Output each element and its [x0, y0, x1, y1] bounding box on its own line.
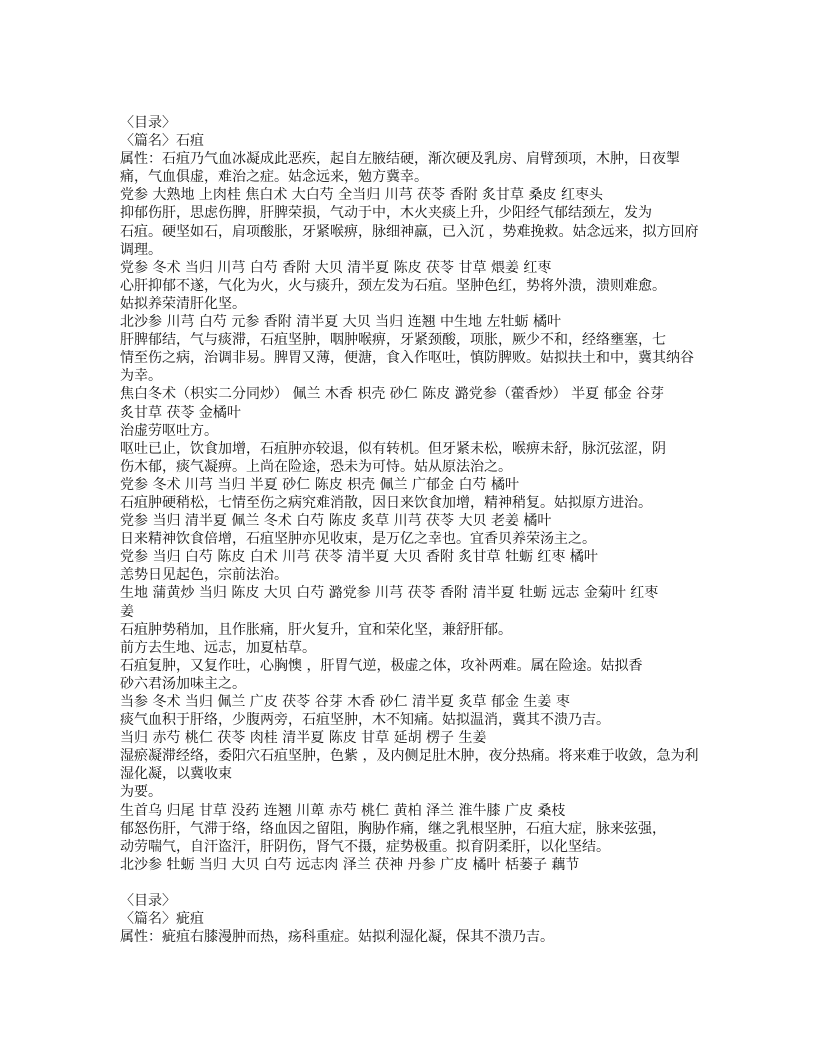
- text-line: 北沙参 牡蛎 当归 大贝 白芍 远志肉 泽兰 茯神 丹参 广皮 橘叶 栝蒌子 藕节: [120, 856, 580, 873]
- text-line: 党参 当归 清半夏 佩兰 冬术 白芍 陈皮 炙草 川芎 茯苓 大贝 老姜 橘叶: [120, 513, 552, 530]
- toc-marker: 〈目录〉: [120, 893, 176, 910]
- text-line: 石疽肿势稍加，且作胀痛，肝火复升，宜和荣化坚，兼舒肝郁。: [120, 621, 512, 638]
- text-line: 痛，气血俱虚，难治之症。姑念远来，勉方冀幸。: [120, 169, 428, 186]
- chapter-title: 〈篇名〉疵疽: [120, 911, 204, 928]
- text-line: 焦白冬术（枳实二分同炒） 佩兰 木香 枳壳 砂仁 陈皮 潞党参（藿香炒） 半夏 郁金 谷芽: [120, 386, 665, 403]
- text-line: 石疽。硬坚如石，肩项酸胀，牙紧喉痹，脉细神羸，已入沉 ，势难挽救。姑念远来，拟方回府: [120, 223, 699, 240]
- text-line: 湿瘀凝滞经络，委阳穴石疽坚肿，色紫 ，及内侧足肚木肿，夜分热痛。将来难于收敛，急为利: [120, 748, 699, 765]
- blank-line: [120, 874, 720, 892]
- text-line: 砂六君汤加味主之。: [120, 675, 246, 692]
- text-line: 为要。: [120, 784, 162, 801]
- text-line: 炙甘草 茯苓 金橘叶: [120, 404, 241, 421]
- text-line: 伤木郁，痰气凝痹。上尚在险途，恐未为可恃。姑从原法治之。: [120, 458, 512, 475]
- text-line: 石疽肿硬稍松，七情至伤之病究难消散，因日来饮食加增，精神稍复。姑拟原方进治。: [120, 494, 652, 511]
- text-line: 生首乌 归尾 甘草 没药 连翘 川萆 赤芍 桃仁 黄柏 泽兰 淮牛膝 广皮 桑枝: [120, 802, 566, 819]
- text-line: 郁怒伤肝，气滞于络，络血因之留阻，胸胁作痛，继之乳根坚肿，石疽大症，脉来弦强，: [120, 820, 666, 837]
- text-line: 恙势日见起色，宗前法治。: [120, 567, 288, 584]
- text-line: 动劳喘气，自汗盗汗，肝阴伤，肾气不摄，症势极重。拟育阴柔肝，以化坚结。: [120, 838, 610, 855]
- text-line: 日来精神饮食倍增，石疽坚肿亦见收束，是万亿之幸也。宜香贝养荣汤主之。: [120, 531, 596, 548]
- toc-marker: 〈目录〉: [120, 115, 176, 131]
- text-line: 治虚劳呕吐方。: [120, 422, 218, 439]
- text-line: 北沙参 川芎 白芍 元参 香附 清半夏 大贝 当归 连翘 中生地 左牡蛎 橘叶: [120, 314, 561, 331]
- text-line: 情至伤之病，治调非易。脾胃又薄，便溏，食入作呕吐，慎防脾败。姑拟扶土和中，冀其纳谷: [120, 350, 694, 367]
- text-line: 姜: [120, 603, 134, 620]
- text-line: 党参 冬术 当归 川芎 白芍 香附 大贝 清半夏 陈皮 茯苓 甘草 煨姜 红枣: [120, 259, 552, 276]
- text-line: 当参 冬术 当归 佩兰 广皮 茯苓 谷芽 木香 砂仁 清半夏 炙草 郁金 生姜 枣: [120, 694, 570, 710]
- text-line: 肝脾郁结，气与痰滞，石疽坚肿，咽肿喉痹，牙紧颈酸，项胀，厥少不和，经络壅塞，七: [120, 332, 666, 349]
- text-line: 党参 当归 白芍 陈皮 白术 川芎 茯苓 清半夏 大贝 香附 炙甘草 牡蛎 红枣 橘叶: [120, 549, 598, 566]
- text-line: 姑拟养荣清肝化坚。: [120, 295, 246, 312]
- text-line: 生地 蒲黄炒 当归 陈皮 大贝 白芍 潞党参 川芎 茯苓 香附 清半夏 牡蛎 远志 金菊叶 红枣: [120, 585, 659, 602]
- text-line: 石疽复肿，又复作吐，心胸懊 ，肝胃气逆，极虚之体，攻补两难。属在险途。姑拟香: [120, 657, 643, 674]
- text-line: 当归 赤芍 桃仁 茯苓 肉桂 清半夏 陈皮 甘草 延胡 楞子 生姜: [120, 730, 487, 747]
- text-line: 湿化凝，以冀收束: [120, 766, 232, 783]
- chapter-title: 〈篇名〉石疽: [120, 133, 204, 150]
- text-line: 痰气血积于肝络，少腹两旁，石疽坚肿，木不知痛。姑拟温消，冀其不溃乃吉。: [120, 712, 610, 729]
- text-line: 抑郁伤肝，思虑伤脾，肝脾荣损，气动于中，木火夹痰上升，少阳经气郁结颈左，发为: [120, 205, 652, 222]
- text-line: 为幸。: [120, 368, 162, 385]
- text-line: 属性：疵疽右膝漫肿而热，疡科重症。姑拟利湿化凝，保其不溃乃吉。: [120, 929, 554, 946]
- text-line: 党参 大熟地 上肉桂 焦白术 大白芍 全当归 川芎 茯苓 香附 炙甘草 桑皮 红枣头: [120, 187, 603, 204]
- text-line: 党参 冬术 川芎 当归 半夏 砂仁 陈皮 枳壳 佩兰 广郁金 白芍 橘叶: [120, 476, 519, 493]
- text-line: 呕吐已止，饮食加增，石疽肿亦较退，似有转机。但牙紧未松，喉痹未舒，脉沉弦涩，阴: [120, 440, 666, 457]
- text-line: 属性：石疽乃气血冰凝成此恶疾，起自左腋结硬，渐次硬及乳房、肩臂颈项，木肿，日夜掣: [120, 151, 680, 168]
- text-line: 心肝抑郁不遂，气化为火，火与痰升，颈左发为石疽。坚肿色红，势将外溃，溃则难愈。: [120, 277, 666, 294]
- text-line: 前方去生地、远志，加夏枯草。: [120, 639, 316, 656]
- text-line: 调理。: [120, 241, 162, 258]
- document-body: [120, 114, 720, 946]
